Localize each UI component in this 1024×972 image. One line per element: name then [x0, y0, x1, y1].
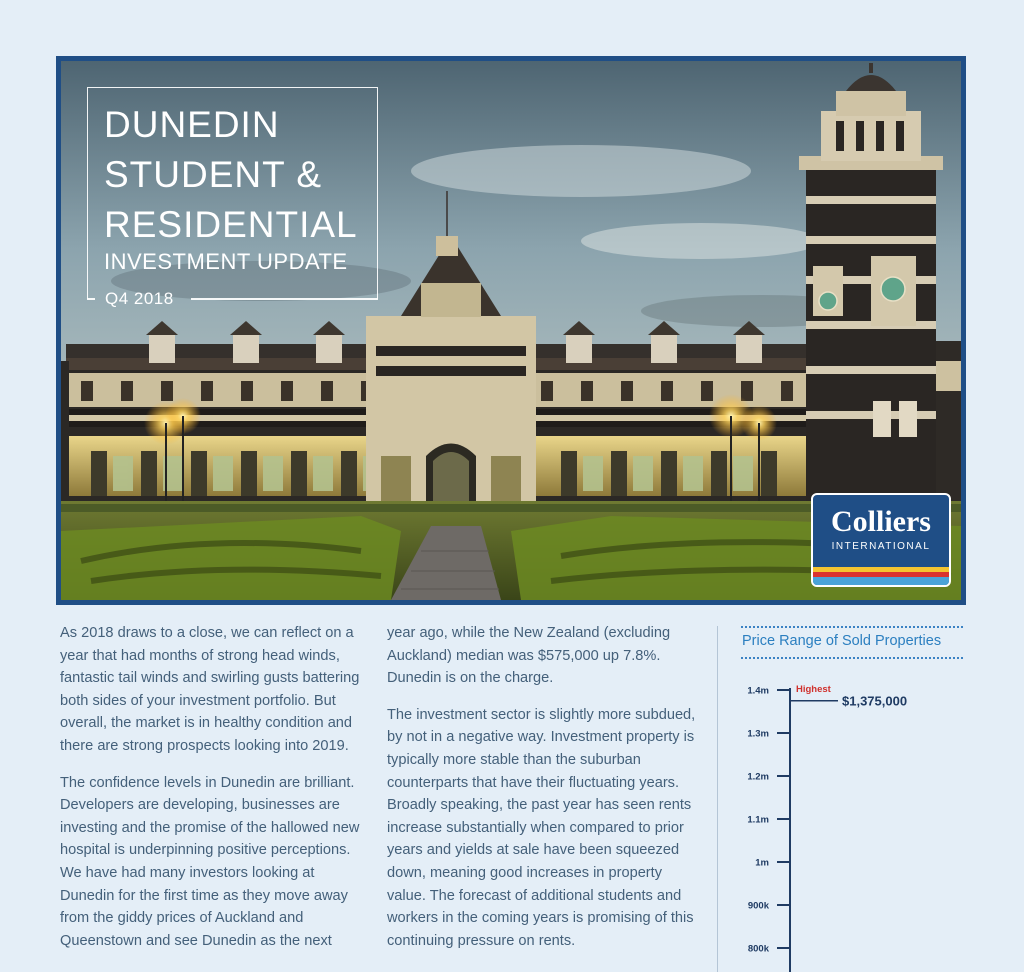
- paragraph: year ago, while the New Zealand (excluding Auckland) median was $575,000 up 7.8%. Dunedin is on the charge.: [387, 625, 671, 687]
- article-column-2: [387, 622, 697, 966]
- price-range-chart: [720, 672, 960, 972]
- title-frame-rule-right: [191, 298, 378, 300]
- logo-name: Colliers: [831, 505, 931, 538]
- paragraph: The confidence levels in Dunedin are brilliant. Developers are developing, businesses are investing and the promise of the hallowed new hospital is underpinning positive perceptions. We have had many investors looking at Dunedin for the first time as they move away from the giddy prices of Auckland and Queenstown and see Dunedin as the next: [60, 774, 360, 949]
- chart-marker-value: $1,375,000: [842, 693, 908, 709]
- article-column-1: [60, 622, 370, 966]
- sidebar-title: Price Range of Sold Properties: [742, 633, 942, 649]
- quarter-label: Q4 2018: [105, 289, 174, 308]
- logo-stripe-blue: [813, 577, 949, 585]
- paragraph: As 2018 draws to a close, we can reflect on a year that had months of strong head winds, fantastic tail winds and swirling gusts battering both sides of your investment portfolio. But overall, the market is in healthy condition and there are strong prospects looking into 2019.: [60, 625, 360, 754]
- chart-tick-label: 1.1m: [747, 814, 769, 826]
- title-frame-rule-left: [87, 298, 95, 300]
- chart-tick-label: 1.4m: [747, 685, 769, 697]
- chart-tick-label: 1m: [755, 857, 769, 869]
- hero-banner: [56, 56, 966, 605]
- sidebar-dotted-rule-bottom: [741, 657, 963, 659]
- title-line-2: STUDENT &: [104, 154, 323, 195]
- chart-tick-label: 1.3m: [747, 728, 769, 740]
- column-divider: [717, 626, 718, 972]
- chart-tick-label: 800k: [747, 943, 769, 955]
- logo-sub: INTERNATIONAL: [831, 541, 931, 552]
- subtitle: INVESTMENT UPDATE: [104, 249, 348, 274]
- paragraph: The investment sector is slightly more subdued, by not in a negative way. Investment property is typically more stable than the suburban counterparts that have their fluctuating years. Broadly speaking, the past year has seen rents increase substantially when compared to prior years and yields at sale have been squeezed down, meaning good increases in property value. The forecast of additional students and workers in the coming years is promising of this continuing pressure on rents.: [387, 706, 696, 949]
- title-frame: [87, 87, 378, 299]
- title-line-1: DUNEDIN: [104, 104, 280, 145]
- colliers-logo: [811, 493, 951, 587]
- sidebar-dotted-rule-top: [741, 626, 963, 628]
- chart-tick-label: 1.2m: [747, 771, 769, 783]
- title-line-3: RESIDENTIAL: [104, 204, 358, 245]
- chart-marker-label: Highest: [796, 683, 831, 695]
- chart-tick-label: 900k: [747, 900, 769, 912]
